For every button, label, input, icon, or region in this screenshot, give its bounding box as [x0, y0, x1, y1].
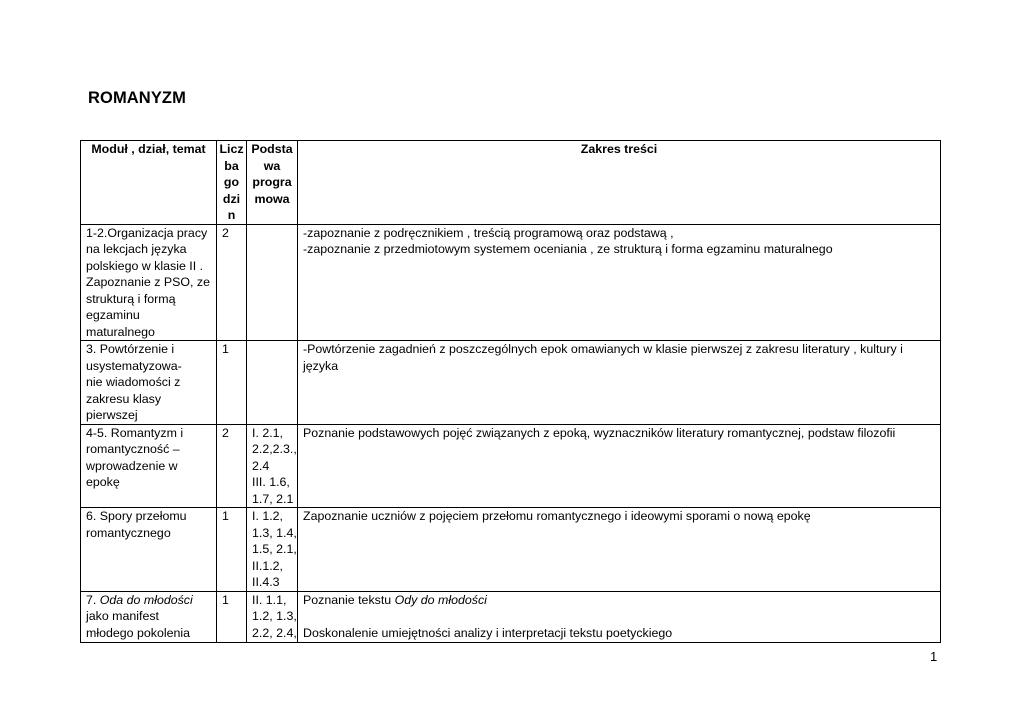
- hours-cell: 2: [217, 224, 247, 341]
- module-line: jako manifest: [86, 609, 160, 623]
- basis-cell: [247, 591, 298, 642]
- module-line: romantyczność –: [86, 442, 180, 456]
- module-cell: [81, 224, 217, 341]
- module-line: wprowadzenie w: [86, 458, 178, 473]
- basis-line: II. 1.1,: [252, 592, 287, 607]
- content-cell: [298, 508, 941, 592]
- module-cell: [81, 591, 217, 642]
- header-hours-line: n: [227, 208, 236, 222]
- header-content: Zakres treści: [298, 141, 941, 225]
- header-basis: [247, 141, 298, 225]
- header-hours-line: dzi: [222, 191, 241, 206]
- content-prefix: Poznanie tekstu: [303, 592, 395, 607]
- content-line: Zapoznanie uczniów z pojęciem przełomu romantycznego i ideowymi sporami o nową epokę: [303, 509, 811, 523]
- module-cell: [81, 341, 217, 425]
- content-cell: [298, 424, 941, 508]
- table-row: [81, 224, 941, 341]
- basis-line: II.1.2,: [252, 558, 283, 573]
- module-line: 3. Powtórzenie i: [86, 342, 175, 356]
- document-title: ROMANYZM: [88, 89, 186, 107]
- module-line: na lekcjach języka: [86, 242, 187, 256]
- blank-line: [303, 608, 935, 625]
- basis-line: III. 1.6,: [252, 475, 290, 489]
- hours-cell: 2: [217, 424, 247, 508]
- header-hours-line: Licz: [219, 142, 244, 156]
- module-line: zakresu klasy: [86, 391, 162, 406]
- table-header-row: [81, 141, 941, 225]
- basis-cell: [247, 508, 298, 592]
- basis-line: 2.2, 2.4,: [252, 625, 297, 640]
- basis-line: 1.3, 1.4,: [252, 525, 297, 540]
- hours-cell: 1: [217, 591, 247, 642]
- basis-line: II.4.3: [252, 575, 280, 589]
- header-hours-line: ba: [224, 158, 239, 173]
- module-line: maturalnego: [86, 324, 155, 339]
- module-line: młodego pokolenia: [86, 625, 191, 640]
- page-number: 1: [930, 649, 938, 664]
- content-italic-title: Ody do młodości: [394, 592, 487, 607]
- content-cell: [298, 591, 941, 642]
- module-line: egzaminu: [86, 308, 140, 322]
- module-line: strukturą i formą: [86, 291, 176, 306]
- header-basis-line: wa: [263, 158, 281, 173]
- module-line: 1-2.Organizacja pracy: [86, 225, 208, 240]
- header-module: Moduł , dział, temat: [81, 141, 217, 225]
- table-row: [81, 591, 941, 642]
- module-italic-title: Oda do młodości: [99, 592, 193, 607]
- content-line: [303, 592, 935, 609]
- basis-line: I. 1.2,: [252, 509, 283, 523]
- basis-line: 1.5, 2.1,: [252, 542, 297, 556]
- header-basis-line: Podsta: [251, 142, 293, 156]
- basis-cell: [247, 424, 298, 508]
- basis-line: 1.2, 1.3,: [252, 609, 297, 623]
- module-cell: [81, 508, 217, 592]
- module-line: usystematyzowa-: [86, 358, 182, 373]
- basis-line: 1.7, 2.1: [252, 491, 294, 506]
- table-row: [81, 341, 941, 425]
- module-line: 6. Spory przełomu: [86, 509, 187, 523]
- content-line: Doskonalenie umiejętności analizy i interpretacji tekstu poetyckiego: [303, 626, 673, 640]
- module-line: epokę: [86, 475, 120, 489]
- module-line: polskiego w klasie II .: [86, 258, 204, 273]
- module-prefix: 7.: [86, 592, 100, 607]
- header-basis-line: progra: [252, 175, 292, 189]
- header-basis-line: mowa: [254, 191, 290, 206]
- module-line: pierwszej: [86, 408, 138, 422]
- module-cell: [81, 424, 217, 508]
- basis-line: I. 2.1,: [252, 425, 283, 440]
- module-line: 4-5. Romantyzm i: [86, 425, 184, 440]
- module-line: Zapoznanie z PSO, ze: [86, 275, 210, 289]
- table-row: [81, 508, 941, 592]
- basis-cell: [247, 224, 298, 341]
- content-line: -Powtórzenie zagadnień z poszczególnych epok omawianych w klasie pierwszej z zakresu literatury , kultury i: [303, 342, 903, 356]
- basis-line: 2.2,2.3.,: [252, 442, 297, 456]
- basis-line: 2.4: [252, 458, 270, 473]
- content-line: -zapoznanie z podręcznikiem , treścią programową oraz podstawą ,: [303, 225, 674, 240]
- header-hours-line: go: [223, 175, 240, 189]
- content-line: -zapoznanie z przedmiotowym systemem oceniania , ze strukturą i forma egzaminu maturalnego: [303, 242, 833, 256]
- lesson-plan-table: [80, 140, 941, 643]
- hours-cell: 1: [217, 341, 247, 425]
- module-line: nie wiadomości z: [86, 375, 181, 389]
- content-cell: [298, 341, 941, 425]
- module-line: [86, 592, 211, 609]
- header-hours: [217, 141, 247, 225]
- content-cell: [298, 224, 941, 341]
- module-line: romantycznego: [86, 525, 171, 540]
- basis-cell: [247, 341, 298, 425]
- table-row: [81, 424, 941, 508]
- content-line: języka: [303, 358, 339, 373]
- hours-cell: 1: [217, 508, 247, 592]
- content-line: Poznanie podstawowych pojęć związanych z epoką, wyznaczników literatury romantycznej, podstaw filozofii: [303, 425, 896, 440]
